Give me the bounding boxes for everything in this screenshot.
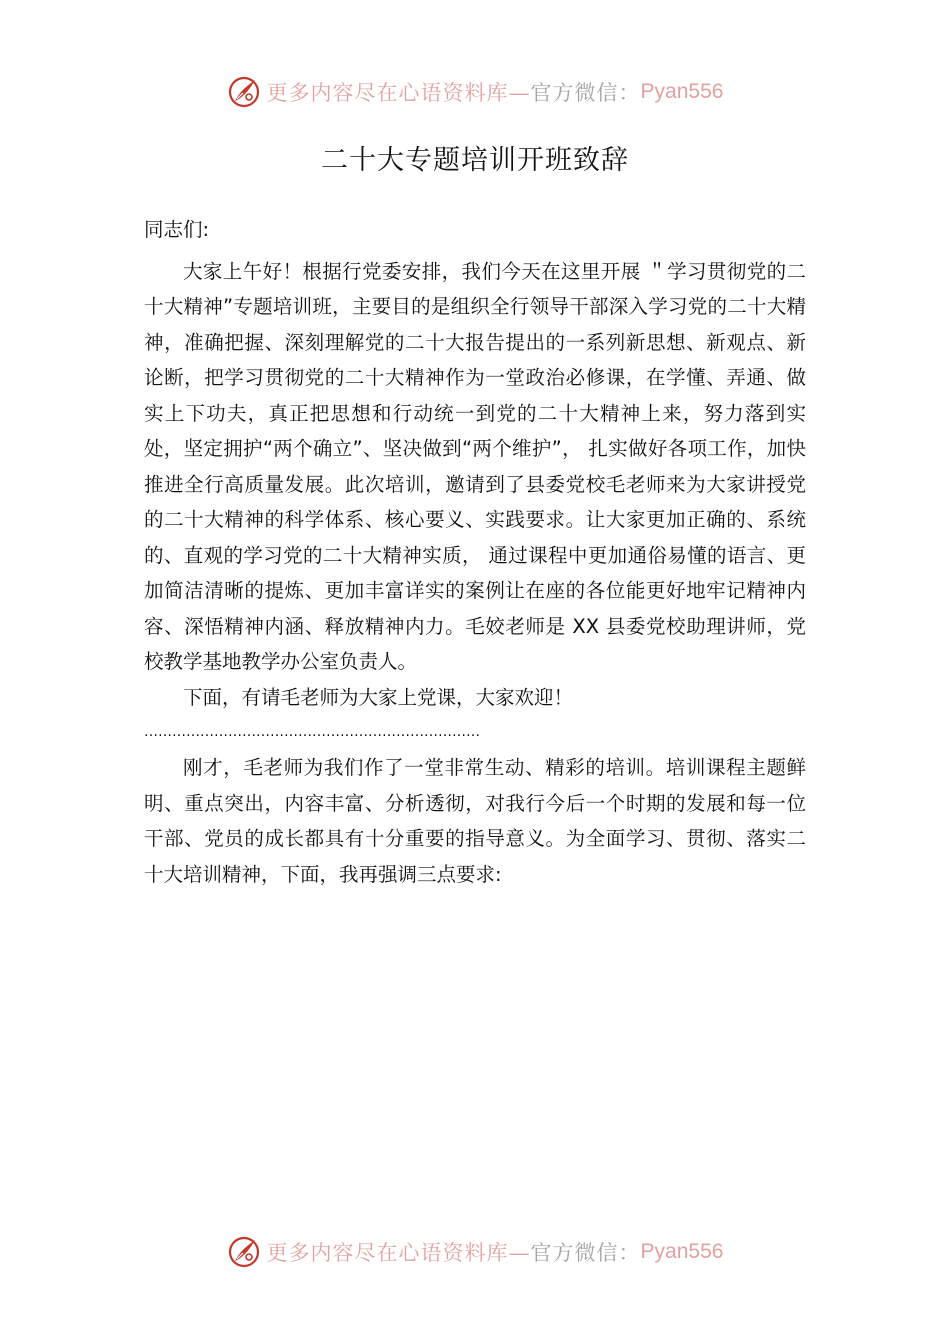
paragraph-opening: 大家上午好！根据行党委安排，我们今天在这里开展 ＂学习贯彻党的二十大精神”专题培训班，主要目的是组织全行领导干部深入学习党的二十大精神，准确把握、深刻理解党的二十大报告提出的一系列新思想、新观点、新论断，把学习贯彻党的二十大精神作为一堂政治必修课，在学懂、弄通、做实上下功夫，真正把思想和行动统一到党的二十大精神上来，努力落到实处，坚定拥护“两个确立”、坚决做到“两个维护”， 扎实做好各项工作，加快推进全行高质量发展。此次培训，邀请到了县委党校毛老师来为大家讲授党的二十大精神的科学体系、核心要义、实践要求。让大家更加正确的、系统的、直观的学习党的二十大精神实质， 通过课程中更加通俗易懂的语言、更加简洁清晰的提炼、更加丰富详实的案例让在座的各位能更好地牢记精神内容、深悟精神内涵、释放精神内力。毛姣老师是 XX 县委党校助理讲师，党校教学基地教学办公室负责人。	[144, 259, 806, 673]
paragraph-invitation: 下面，有请毛老师为大家上党课，大家欢迎！	[183, 685, 574, 709]
paragraph-closing: 刚才，毛老师为我们作了一堂非常生动、精彩的培训。培训课程主题鲜明、重点突出，内容丰富、分析透彻，对我行今后一个时期的发展和每一位干部、党员的成长都具有十分重要的指导意义。为全面学习、贯彻、落实二十大培训精神，下面，我再强调三点要求:	[144, 756, 806, 886]
header-watermark	[0, 72, 950, 112]
document-body	[144, 212, 806, 892]
watermark-wechat-id: Pyan556	[640, 80, 724, 103]
watermark-wechat-id: Pyan556	[640, 1240, 724, 1263]
watermark-text: 更多内容尽在心语资料库—	[266, 1241, 531, 1265]
quill-seal-icon	[227, 75, 261, 109]
section-separator: ………………………………………………………………	[144, 724, 480, 740]
document-title: 二十大专题培训开班致辞	[321, 145, 629, 176]
watermark-wechat-label: 官方微信：	[530, 81, 641, 105]
watermark-wechat-label: 官方微信：	[530, 1241, 641, 1265]
watermark-text: 更多内容尽在心语资料库—	[266, 81, 531, 105]
quill-seal-icon	[227, 1235, 261, 1269]
salutation: 同志们:	[144, 218, 210, 241]
footer-watermark	[0, 1232, 950, 1272]
